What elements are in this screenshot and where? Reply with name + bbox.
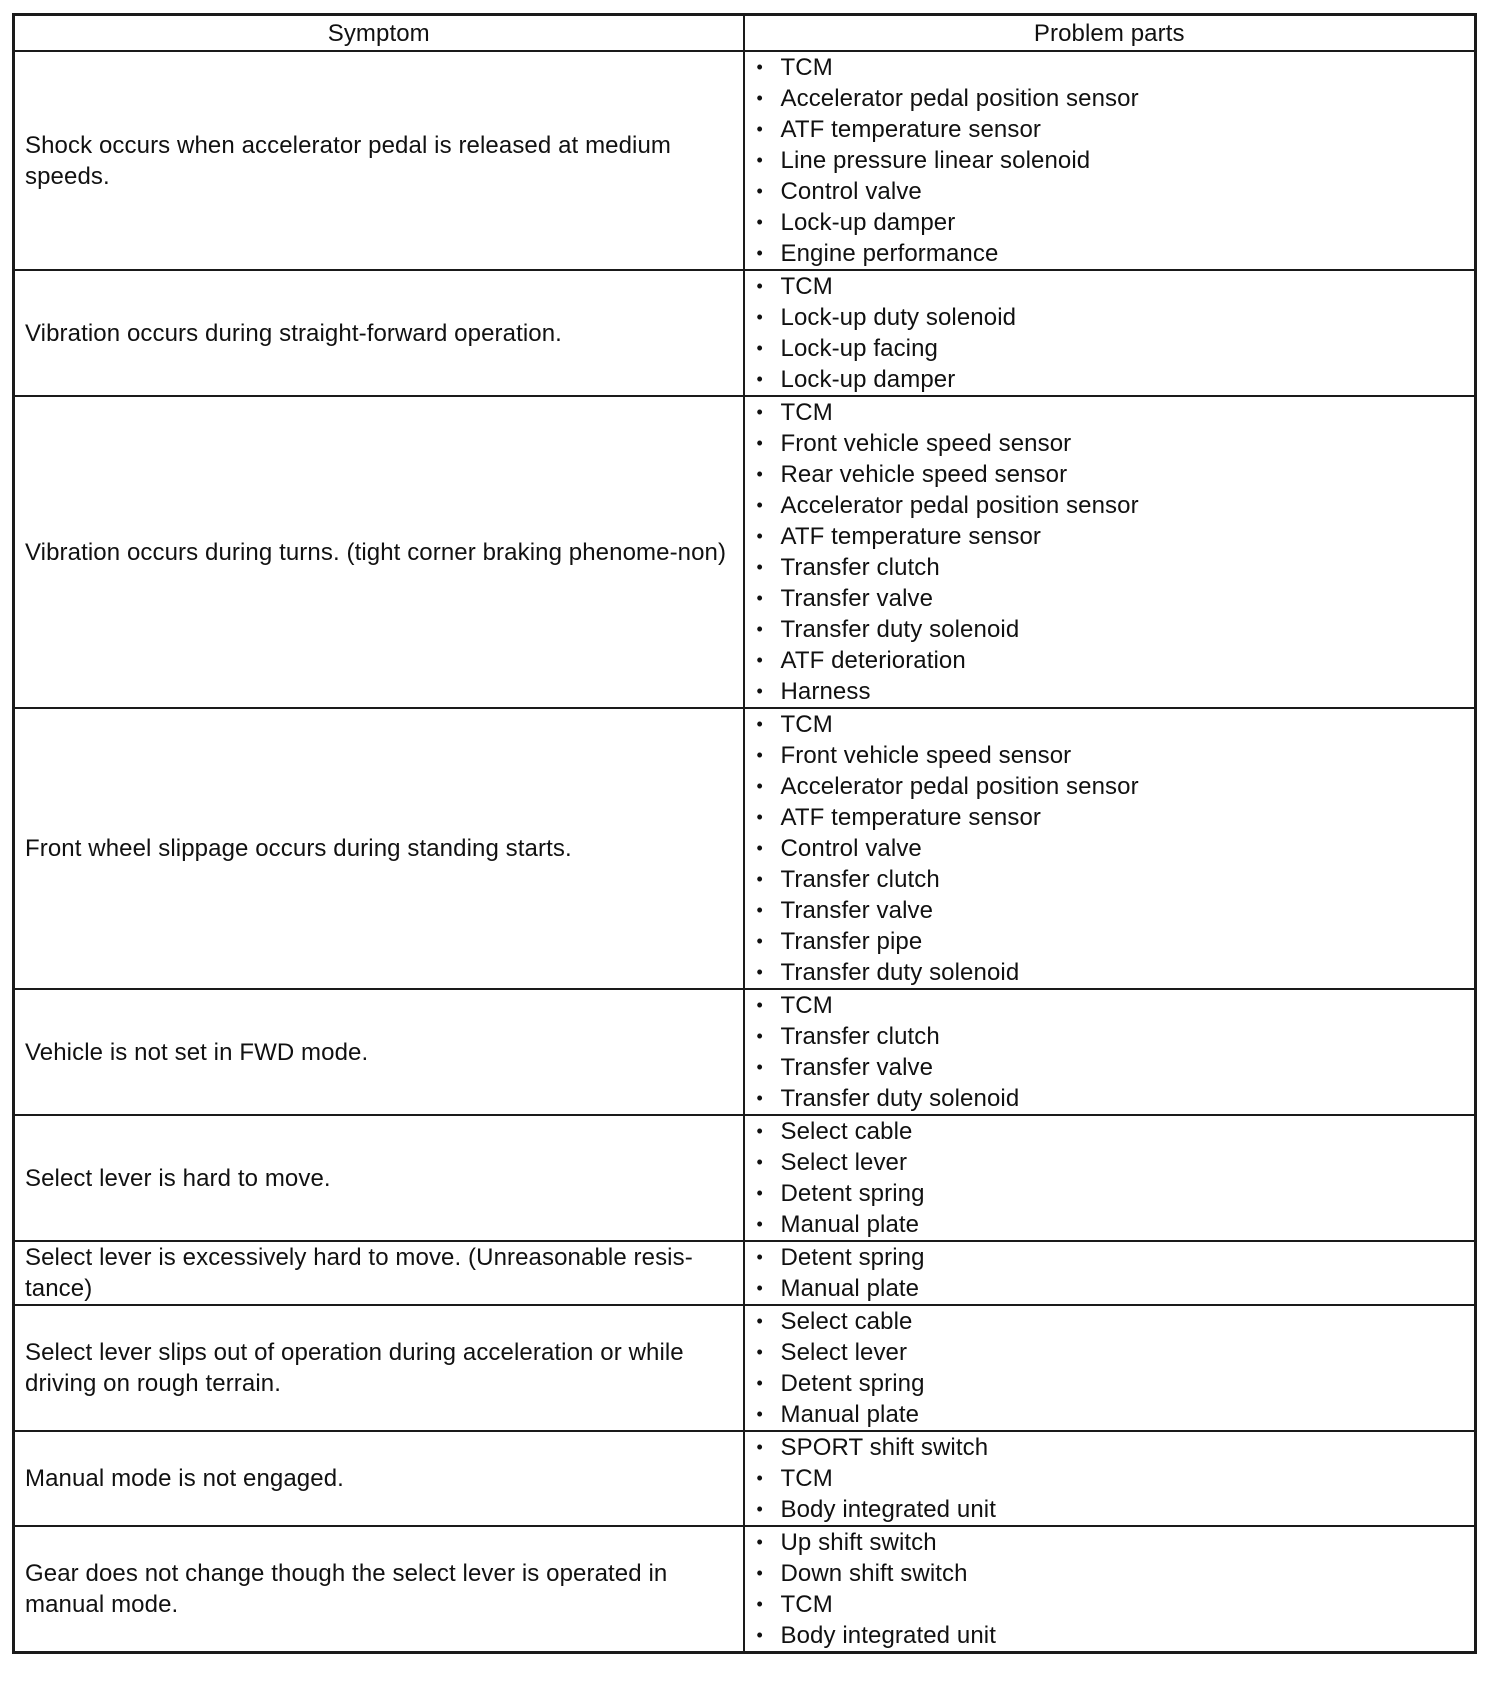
- problem-part-label: Transfer pipe: [780, 928, 923, 955]
- problem-part-label: Select lever: [780, 1149, 908, 1176]
- bullet-icon: •: [756, 1404, 763, 1424]
- bullet-icon: •: [756, 650, 763, 670]
- bullet-icon: •: [756, 1278, 763, 1298]
- list-item: [745, 1432, 1465, 1463]
- problem-parts-list: [745, 1306, 1465, 1430]
- problem-part-label: Body integrated unit: [780, 1496, 996, 1523]
- symptom-cell: Select lever is excessively hard to move. (Unreasonable resis-tance): [14, 1241, 744, 1305]
- bullet-icon: •: [756, 119, 763, 139]
- bullet-icon: •: [756, 526, 763, 546]
- problem-parts-list: [745, 1527, 1465, 1651]
- problem-part-label: Lock-up damper: [780, 366, 956, 393]
- bullet-icon: •: [756, 57, 763, 77]
- bullet-icon: •: [756, 1373, 763, 1393]
- bullet-icon: •: [756, 869, 763, 889]
- problem-part-label: TCM: [780, 54, 833, 81]
- problem-part-label: Transfer duty solenoid: [780, 959, 1020, 986]
- problem-parts-list: [745, 1242, 1465, 1304]
- list-item: [745, 521, 1465, 552]
- problem-parts-cell: [744, 1305, 1476, 1431]
- symptom-cell: Manual mode is not engaged.: [14, 1431, 744, 1526]
- table-row: [14, 1115, 1476, 1241]
- list-item: [745, 1273, 1465, 1304]
- bullet-icon: •: [756, 338, 763, 358]
- bullet-icon: •: [756, 1247, 763, 1267]
- bullet-icon: •: [756, 931, 763, 951]
- list-item: [745, 802, 1465, 833]
- bullet-icon: •: [756, 1311, 763, 1331]
- bullet-icon: •: [756, 1214, 763, 1234]
- problem-part-label: Accelerator pedal position sensor: [780, 492, 1139, 519]
- table-body: [14, 51, 1476, 1653]
- problem-part-label: SPORT shift switch: [780, 1434, 989, 1461]
- bullet-icon: •: [756, 1468, 763, 1488]
- list-item: [745, 990, 1465, 1021]
- problem-part-label: Detent spring: [780, 1370, 925, 1397]
- bullet-icon: •: [756, 681, 763, 701]
- problem-part-label: Manual plate: [780, 1211, 920, 1238]
- problem-parts-list: [745, 1432, 1465, 1525]
- problem-part-label: ATF temperature sensor: [780, 804, 1042, 831]
- list-item: [745, 176, 1465, 207]
- problem-part-label: Transfer clutch: [780, 1023, 940, 1050]
- problem-part-label: ATF temperature sensor: [780, 523, 1042, 550]
- problem-parts-cell: [744, 1241, 1476, 1305]
- problem-part-label: Transfer valve: [780, 1054, 934, 1081]
- problem-parts-cell: [744, 270, 1476, 396]
- list-item: [745, 709, 1465, 740]
- list-item: [745, 957, 1465, 988]
- bullet-icon: •: [756, 807, 763, 827]
- list-item: [745, 1368, 1465, 1399]
- list-item: [745, 1083, 1465, 1114]
- list-item: [745, 1620, 1465, 1651]
- bullet-icon: •: [756, 1026, 763, 1046]
- list-item: [745, 1337, 1465, 1368]
- list-item: [745, 428, 1465, 459]
- list-item: [745, 271, 1465, 302]
- problem-part-label: Accelerator pedal position sensor: [780, 773, 1139, 800]
- problem-part-label: TCM: [780, 273, 833, 300]
- bullet-icon: •: [756, 588, 763, 608]
- problem-part-label: Detent spring: [780, 1180, 925, 1207]
- bullet-icon: •: [756, 464, 763, 484]
- list-item: [745, 676, 1465, 707]
- list-item: [745, 1306, 1465, 1337]
- problem-parts-list: [745, 990, 1465, 1114]
- list-item: [745, 490, 1465, 521]
- list-item: [745, 1494, 1465, 1525]
- problem-part-label: TCM: [780, 992, 833, 1019]
- symptom-table: [12, 13, 1477, 1654]
- table-row: [14, 989, 1476, 1115]
- symptom-cell: Front wheel slippage occurs during standing starts.: [14, 708, 744, 989]
- problem-part-label: Control valve: [780, 178, 922, 205]
- problem-parts-cell: [744, 1431, 1476, 1526]
- problem-part-label: Transfer valve: [780, 897, 934, 924]
- document-page: [12, 13, 1474, 1654]
- table-row: [14, 1526, 1476, 1653]
- bullet-icon: •: [756, 838, 763, 858]
- bullet-icon: •: [756, 1088, 763, 1108]
- problem-parts-cell: [744, 1115, 1476, 1241]
- problem-part-label: Up shift switch: [780, 1529, 937, 1556]
- list-item: [745, 1527, 1465, 1558]
- problem-part-label: Lock-up duty solenoid: [780, 304, 1017, 331]
- bullet-icon: •: [756, 402, 763, 422]
- list-item: [745, 740, 1465, 771]
- problem-part-label: ATF temperature sensor: [780, 116, 1042, 143]
- list-item: [745, 1399, 1465, 1430]
- problem-part-label: Control valve: [780, 835, 922, 862]
- list-item: [745, 583, 1465, 614]
- bullet-icon: •: [756, 433, 763, 453]
- problem-part-label: TCM: [780, 711, 833, 738]
- list-item: [745, 1052, 1465, 1083]
- problem-part-label: Detent spring: [780, 1244, 925, 1271]
- header-symptom: Symptom: [14, 15, 744, 52]
- bullet-icon: •: [756, 776, 763, 796]
- bullet-icon: •: [756, 1342, 763, 1362]
- problem-parts-cell: [744, 396, 1476, 708]
- problem-part-label: Select cable: [780, 1308, 913, 1335]
- list-item: [745, 364, 1465, 395]
- list-item: [745, 864, 1465, 895]
- list-item: [745, 1147, 1465, 1178]
- problem-part-label: Lock-up damper: [780, 209, 956, 236]
- problem-parts-list: [745, 397, 1465, 707]
- problem-parts-list: [745, 1116, 1465, 1240]
- problem-part-label: Transfer duty solenoid: [780, 616, 1020, 643]
- bullet-icon: •: [756, 495, 763, 515]
- problem-part-label: Transfer clutch: [780, 554, 940, 581]
- problem-part-label: TCM: [780, 1465, 833, 1492]
- list-item: [745, 1116, 1465, 1147]
- bullet-icon: •: [756, 1183, 763, 1203]
- table-row: [14, 51, 1476, 270]
- problem-part-label: Transfer valve: [780, 585, 934, 612]
- problem-part-label: Harness: [780, 678, 871, 705]
- bullet-icon: •: [756, 1563, 763, 1583]
- bullet-icon: •: [756, 557, 763, 577]
- list-item: [745, 397, 1465, 428]
- problem-parts-list: [745, 271, 1465, 395]
- list-item: [745, 645, 1465, 676]
- problem-parts-cell: [744, 51, 1476, 270]
- list-item: [745, 114, 1465, 145]
- problem-part-label: Front vehicle speed sensor: [780, 430, 1072, 457]
- problem-part-label: Transfer clutch: [780, 866, 940, 893]
- bullet-icon: •: [756, 619, 763, 639]
- list-item: [745, 771, 1465, 802]
- problem-parts-cell: [744, 989, 1476, 1115]
- problem-part-label: Manual plate: [780, 1401, 920, 1428]
- bullet-icon: •: [756, 307, 763, 327]
- table-row: [14, 270, 1476, 396]
- problem-part-label: Line pressure linear solenoid: [780, 147, 1091, 174]
- list-item: [745, 145, 1465, 176]
- bullet-icon: •: [756, 1437, 763, 1457]
- table-row: [14, 708, 1476, 989]
- symptom-cell: Shock occurs when accelerator pedal is released at medium speeds.: [14, 51, 744, 270]
- problem-part-label: Front vehicle speed sensor: [780, 742, 1072, 769]
- bullet-icon: •: [756, 962, 763, 982]
- symptom-cell: Select lever slips out of operation during acceleration or while driving on rough terrain.: [14, 1305, 744, 1431]
- table-row: [14, 1431, 1476, 1526]
- list-item: [745, 52, 1465, 83]
- bullet-icon: •: [756, 1594, 763, 1614]
- list-item: [745, 833, 1465, 864]
- bullet-icon: •: [756, 745, 763, 765]
- problem-part-label: Lock-up facing: [780, 335, 938, 362]
- problem-part-label: ATF deterioration: [780, 647, 966, 674]
- list-item: [745, 207, 1465, 238]
- table-row: [14, 1241, 1476, 1305]
- problem-part-label: Down shift switch: [780, 1560, 968, 1587]
- bullet-icon: •: [756, 181, 763, 201]
- bullet-icon: •: [756, 1499, 763, 1519]
- symptom-cell: Vibration occurs during straight-forward operation.: [14, 270, 744, 396]
- bullet-icon: •: [756, 995, 763, 1015]
- problem-part-label: Rear vehicle speed sensor: [780, 461, 1068, 488]
- list-item: [745, 1589, 1465, 1620]
- bullet-icon: •: [756, 1152, 763, 1172]
- list-item: [745, 83, 1465, 114]
- symptom-cell: Vibration occurs during turns. (tight corner braking phenome-non): [14, 396, 744, 708]
- problem-part-label: TCM: [780, 1591, 833, 1618]
- list-item: [745, 302, 1465, 333]
- symptom-cell: Gear does not change though the select lever is operated in manual mode.: [14, 1526, 744, 1653]
- problem-part-label: Select lever: [780, 1339, 908, 1366]
- list-item: [745, 1178, 1465, 1209]
- table-header-row: [14, 15, 1476, 52]
- list-item: [745, 1463, 1465, 1494]
- list-item: [745, 895, 1465, 926]
- bullet-icon: •: [756, 1121, 763, 1141]
- list-item: [745, 238, 1465, 269]
- problem-parts-list: [745, 709, 1465, 988]
- list-item: [745, 926, 1465, 957]
- bullet-icon: •: [756, 1532, 763, 1552]
- problem-parts-cell: [744, 708, 1476, 989]
- table-row: [14, 1305, 1476, 1431]
- list-item: [745, 1209, 1465, 1240]
- problem-part-label: Manual plate: [780, 1275, 920, 1302]
- bullet-icon: •: [756, 900, 763, 920]
- bullet-icon: •: [756, 212, 763, 232]
- bullet-icon: •: [756, 243, 763, 263]
- problem-part-label: Accelerator pedal position sensor: [780, 85, 1139, 112]
- list-item: [745, 614, 1465, 645]
- list-item: [745, 1558, 1465, 1589]
- bullet-icon: •: [756, 150, 763, 170]
- table-row: [14, 396, 1476, 708]
- problem-part-label: Transfer duty solenoid: [780, 1085, 1020, 1112]
- header-problem-parts: Problem parts: [744, 15, 1476, 52]
- problem-parts-list: [745, 52, 1465, 269]
- problem-part-label: Engine performance: [780, 240, 999, 267]
- symptom-cell: Vehicle is not set in FWD mode.: [14, 989, 744, 1115]
- problem-part-label: TCM: [780, 399, 833, 426]
- list-item: [745, 1242, 1465, 1273]
- list-item: [745, 333, 1465, 364]
- bullet-icon: •: [756, 1625, 763, 1645]
- list-item: [745, 1021, 1465, 1052]
- bullet-icon: •: [756, 276, 763, 296]
- list-item: [745, 459, 1465, 490]
- bullet-icon: •: [756, 1057, 763, 1077]
- problem-parts-cell: [744, 1526, 1476, 1653]
- problem-part-label: Select cable: [780, 1118, 913, 1145]
- bullet-icon: •: [756, 88, 763, 108]
- list-item: [745, 552, 1465, 583]
- problem-part-label: Body integrated unit: [780, 1622, 996, 1649]
- bullet-icon: •: [756, 714, 763, 734]
- symptom-cell: Select lever is hard to move.: [14, 1115, 744, 1241]
- bullet-icon: •: [756, 369, 763, 389]
